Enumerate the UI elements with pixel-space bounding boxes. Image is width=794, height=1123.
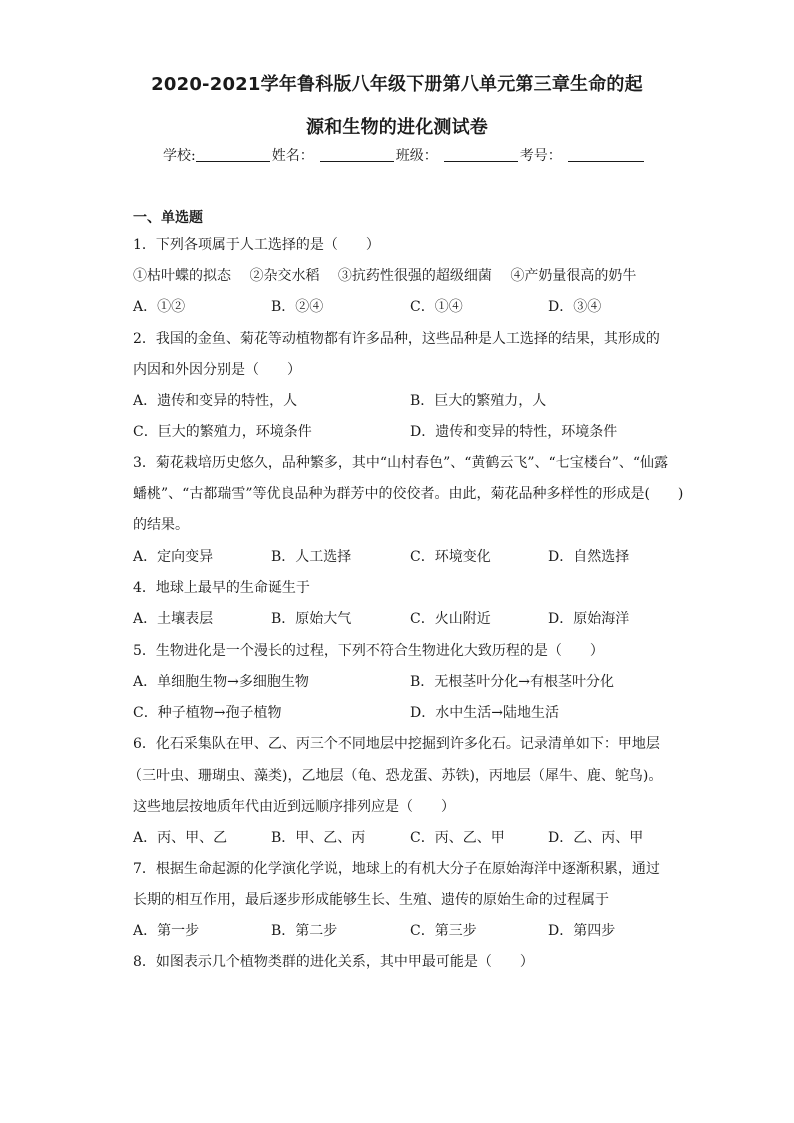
number-label: 考号： <box>519 148 562 164</box>
question-3-option-d[interactable]: D．自然选择 <box>548 549 630 565</box>
question-6-option-a[interactable]: A．丙、甲、乙 <box>133 830 228 846</box>
class-blank[interactable] <box>444 147 518 162</box>
question-2-option-a[interactable]: A．遗传和变异的特性，人 <box>133 393 298 409</box>
question-6-stem-end: 这些地层按地质年代由近到远顺序排列应是（ ） <box>133 799 455 815</box>
question-1-option-c[interactable]: C．①④ <box>410 299 463 315</box>
question-5-option-d[interactable]: D．水中生活→陆地生活 <box>410 705 559 721</box>
question-7-option-d[interactable]: D．第四步 <box>548 923 616 939</box>
question-3-stem-end: 的结果。 <box>133 517 189 533</box>
question-2-option-d[interactable]: D．遗传和变异的特性，环境条件 <box>410 424 618 440</box>
question-6-option-d[interactable]: D．乙、丙、甲 <box>548 830 644 846</box>
question-2-stem-cont: 内因和外因分别是（ ） <box>133 362 301 378</box>
question-1-option-b[interactable]: B．②④ <box>271 299 324 315</box>
question-5-stem: 5．生物进化是一个漫长的过程，下列不符合生物进化大致历程的是（ ） <box>133 643 604 659</box>
question-3-stem-cont: 蟠桃”、“古都瑞雪”等优良品种为群芳中的佼佼者。由此，菊花品种多样性的形成是( ) <box>133 486 684 502</box>
question-5-option-b[interactable]: B．无根茎叶分化→有根茎叶分化 <box>410 674 615 690</box>
question-7-option-b[interactable]: B．第二步 <box>271 923 338 939</box>
school-blank[interactable] <box>196 147 270 162</box>
question-6-stem: 6．化石采集队在甲、乙、丙三个不同地层中挖掘到许多化石。记录清单如下：甲地层 <box>133 736 660 752</box>
question-1-items: ①枯叶蝶的拟态 ②杂交水稻 ③抗药性很强的超级细菌 ④产奶量很高的奶牛 <box>133 268 637 284</box>
question-3-option-c[interactable]: C．环境变化 <box>410 549 491 565</box>
question-6-stem-cont: （三叶虫、珊瑚虫、藻类)，乙地层（龟、恐龙蛋、苏铁)，丙地层（犀牛、鹿、鸵鸟)。 <box>128 768 663 784</box>
class-label: 班级： <box>395 148 438 164</box>
name-blank[interactable] <box>320 147 394 162</box>
page-title-line1: 2020-2021学年鲁科版八年级下册第八单元第三章生命的起 <box>151 74 643 95</box>
question-8-stem: 8．如图表示几个植物类群的进化关系，其中甲最可能是（ ） <box>133 954 534 970</box>
question-3-option-b[interactable]: B．人工选择 <box>271 549 352 565</box>
question-7-stem: 7．根据生命起源的化学演化学说，地球上的有机大分子在原始海洋中逐渐积累，通过 <box>133 861 660 877</box>
section-heading: 一、单选题 <box>133 210 203 226</box>
question-3-option-a[interactable]: A．定向变异 <box>133 549 214 565</box>
question-4-option-a[interactable]: A．土壤表层 <box>133 611 214 627</box>
question-1-option-d[interactable]: D．③④ <box>548 299 602 315</box>
question-7-stem-cont: 长期的相互作用，最后逐步形成能够生长、生殖、遗传的原始生命的过程属于 <box>133 892 609 908</box>
question-6-option-c[interactable]: C．丙、乙、甲 <box>410 830 505 846</box>
question-7-option-a[interactable]: A．第一步 <box>133 923 200 939</box>
question-4-option-d[interactable]: D．原始海洋 <box>548 611 630 627</box>
question-2-option-b[interactable]: B．巨大的繁殖力，人 <box>410 393 547 409</box>
question-2-stem: 2．我国的金鱼、菊花等动植物都有许多品种，这些品种是人工选择的结果，其形成的 <box>133 331 660 347</box>
question-4-option-c[interactable]: C．火山附近 <box>410 611 491 627</box>
question-7-option-c[interactable]: C．第三步 <box>410 923 477 939</box>
student-info-row <box>163 145 646 165</box>
question-5-option-a[interactable]: A．单细胞生物→多细胞生物 <box>133 674 309 690</box>
school-label: 学校: <box>163 148 196 164</box>
question-5-option-c[interactable]: C．种子植物→孢子植物 <box>133 705 282 721</box>
question-4-option-b[interactable]: B．原始大气 <box>271 611 352 627</box>
question-1-option-a[interactable]: A．①② <box>133 299 186 315</box>
number-blank[interactable] <box>568 147 644 162</box>
question-4-stem: 4．地球上最早的生命诞生于 <box>133 580 310 596</box>
question-6-option-b[interactable]: B．甲、乙、丙 <box>271 830 366 846</box>
page-title-line2: 源和生物的进化测试卷 <box>306 117 488 138</box>
question-3-stem: 3．菊花栽培历史悠久，品种繁多，其中“山村春色”、“黄鹤云飞”、“七宝楼台”、“仙露 <box>133 455 669 471</box>
question-1-stem: 1．下列各项属于人工选择的是（ ） <box>133 237 380 253</box>
question-2-option-c[interactable]: C．巨大的繁殖力，环境条件 <box>133 424 312 440</box>
name-label: 姓名： <box>271 148 314 164</box>
